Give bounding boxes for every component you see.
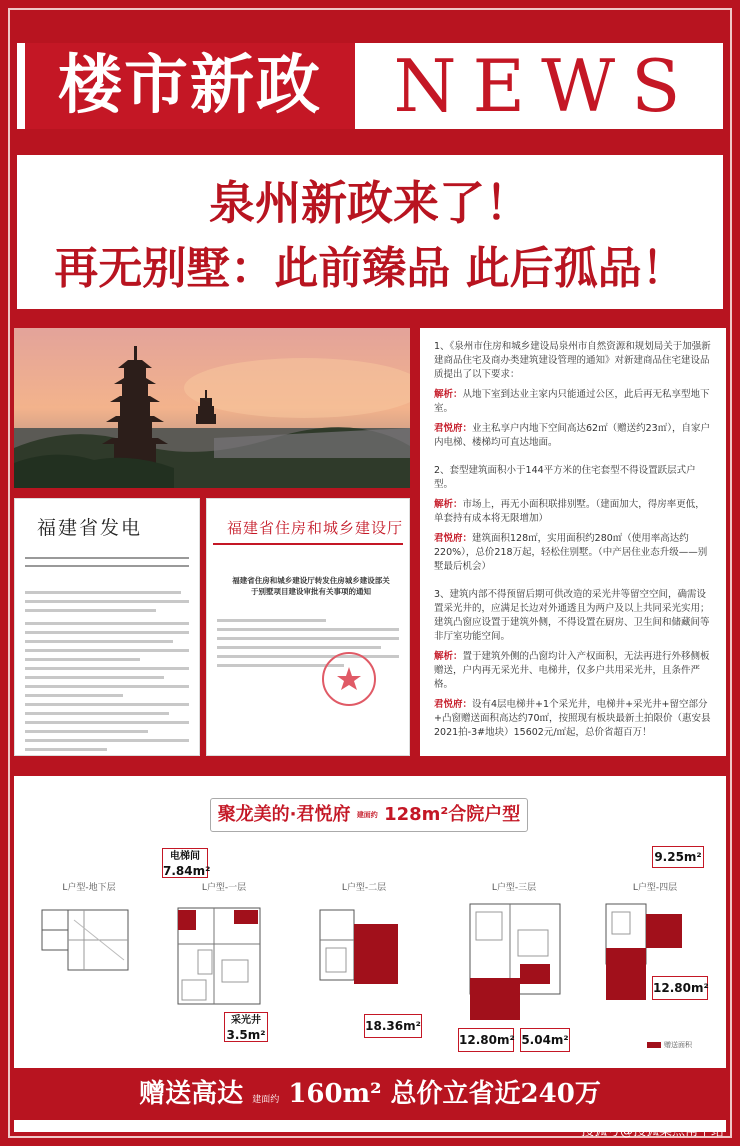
legend-swatch (647, 1042, 661, 1048)
tag-2f: 18.36m² (364, 1014, 422, 1038)
policy-item-3 (434, 588, 712, 740)
promo-banner (14, 1068, 726, 1120)
plans-title-small: 建面约 (356, 811, 378, 819)
tag-lightwell-label: 采光井 (231, 1015, 261, 1026)
floor-label-ground: L户型-一层 (201, 883, 247, 893)
policy-3-jyf-label: 君悦府： (434, 699, 473, 710)
floor-label-2f: L户型-二层 (341, 883, 387, 893)
pagoda-photo (14, 328, 410, 488)
policy-1-jyf-text: 业主私享户内地下空间高达62㎡（赠送约23㎡），自家户内电梯、楼梯均可直达地面。 (434, 423, 710, 448)
floor-plan-3f (454, 880, 574, 1040)
tag-lightwell (224, 1012, 268, 1042)
policy-3-analysis-text: 置于建筑外侧的凸窗均计入产权面积，无法再进行外移侧板赠送，户内再无采光井、电梯井，仅多户共用采光井，且条件严格。 (434, 651, 710, 690)
policy-2-jyf-text: 建筑面积128㎡，实用面积约280㎡（使用率高达约220%），总价218万起，轻松住别墅。（中产居住业态升级——别墅最后机会） (434, 533, 708, 572)
doc1-header-lines (25, 557, 189, 573)
floor-label-basement: L户型-地下层 (62, 883, 116, 893)
official-seal (319, 649, 379, 709)
banner-part-a: 赠送高达 (139, 1079, 244, 1109)
policy-3-jyf (434, 698, 712, 740)
policy-1-jyf (434, 422, 712, 450)
policy-2-analysis-label: 解析： (434, 499, 463, 510)
tag-elevator-area: 7.84m² (163, 864, 211, 878)
plans-title (210, 798, 528, 832)
banner-small: 建面约 (252, 1095, 280, 1105)
policy-3-jyf-text: 设有4层电梯井+1个采光井，电梯井+采光井+留空部分+凸窗赠送面积高达约70㎡，按照现有板块最新土拍限价（惠安县2021拍-3#地块）15602元/㎡起，总价省超百万！ (434, 699, 711, 738)
policy-2-analysis-text: 市场上，再无小面积联排别墅。（建面加大，得房率更低，单套持有成本将无限增加） (434, 499, 705, 524)
tag-3f-a: 12.80m² (458, 1028, 514, 1052)
policy-1-analysis (434, 388, 712, 416)
policy-3-heading: 3、建筑内部不得预留后期可供改造的采光井等留空空间，确需设置采光井的，应满足长边对外通透且为两户及以上共同采光实用；建筑凸窗应设置于建筑外侧，不得设置在厨房、卫生间和储藏间等非厅室功能空间。 (434, 589, 710, 642)
tag-3f-b: 5.04m² (520, 1028, 570, 1052)
doc1-body-text (25, 591, 189, 757)
policy-item-1 (434, 340, 712, 450)
legend (647, 1040, 692, 1050)
tag-4f-b: 12.80m² (652, 976, 708, 1000)
header-title-cn: 楼市新政 (25, 43, 355, 129)
header (14, 40, 726, 132)
floor-label-3f: L户型-三层 (491, 883, 537, 893)
policy-3-analysis-label: 解析： (434, 651, 463, 662)
policy-2-heading: 2、套型建筑面积小于144平方米的住宅套型不得设置跃层式户型。 (434, 465, 696, 490)
policy-1-jyf-label: 君悦府： (434, 423, 473, 434)
plans-title-area: 128m²合院户型 (384, 804, 521, 825)
policy-1-heading: 1、《泉州市住房和城乡建设局泉州市自然资源和规划局关于加强新建商品住宅及商办类建筑建设管理的通知》对新建商品住宅建设品质提出了以下要求： (434, 341, 711, 380)
headline (14, 152, 726, 312)
policy-item-2 (434, 464, 712, 574)
document-housing-department (206, 498, 410, 756)
header-title-en: NEWS (393, 44, 697, 128)
floor-plans-section (14, 776, 726, 1132)
headline-line1: 泉州新政来了！ (209, 176, 531, 230)
banner-part-b: 160m² 总价立省近240万 (288, 1079, 601, 1109)
headline-line2: 再无别墅：此前臻品 此后孤品！ (54, 243, 686, 294)
doc2-subject: 福建省住房和城乡建设厅转发住房城乡建设部关于别墅项目建设审批有关事项的通知 (232, 576, 390, 596)
tag-elevator-label: 电梯间 (170, 851, 200, 862)
tag-elevator (162, 848, 211, 878)
policy-3-analysis (434, 650, 712, 692)
policy-2-jyf (434, 532, 712, 574)
policy-2-analysis (434, 498, 712, 526)
policy-2-jyf-label: 君悦府： (434, 533, 473, 544)
tag-4f-a: 9.25m² (652, 846, 704, 868)
policy-1-analysis-label: 解析： (434, 389, 463, 400)
policy-1-analysis-text: 从地下室到达业主家内只能通过公区，此后再无私享型地下室。 (434, 389, 710, 414)
watermark: 搜狐号@搜狐集点南平站 (580, 1124, 724, 1139)
doc1-title: 福建省发电 (37, 517, 143, 539)
legend-label: 赠送面积 (664, 1041, 692, 1049)
policy-panel (420, 328, 726, 756)
plans-title-main: 聚龙美的·君悦府 (217, 804, 351, 825)
document-fujian-telegram (14, 498, 200, 756)
tag-lightwell-area: 3.5m² (226, 1028, 266, 1042)
floor-label-4f: L户型-四层 (632, 883, 678, 893)
floor-plan-4f (600, 880, 710, 1040)
floor-plan-basement (34, 880, 144, 1010)
doc2-title: 福建省住房和城乡建设厅 (213, 499, 403, 545)
